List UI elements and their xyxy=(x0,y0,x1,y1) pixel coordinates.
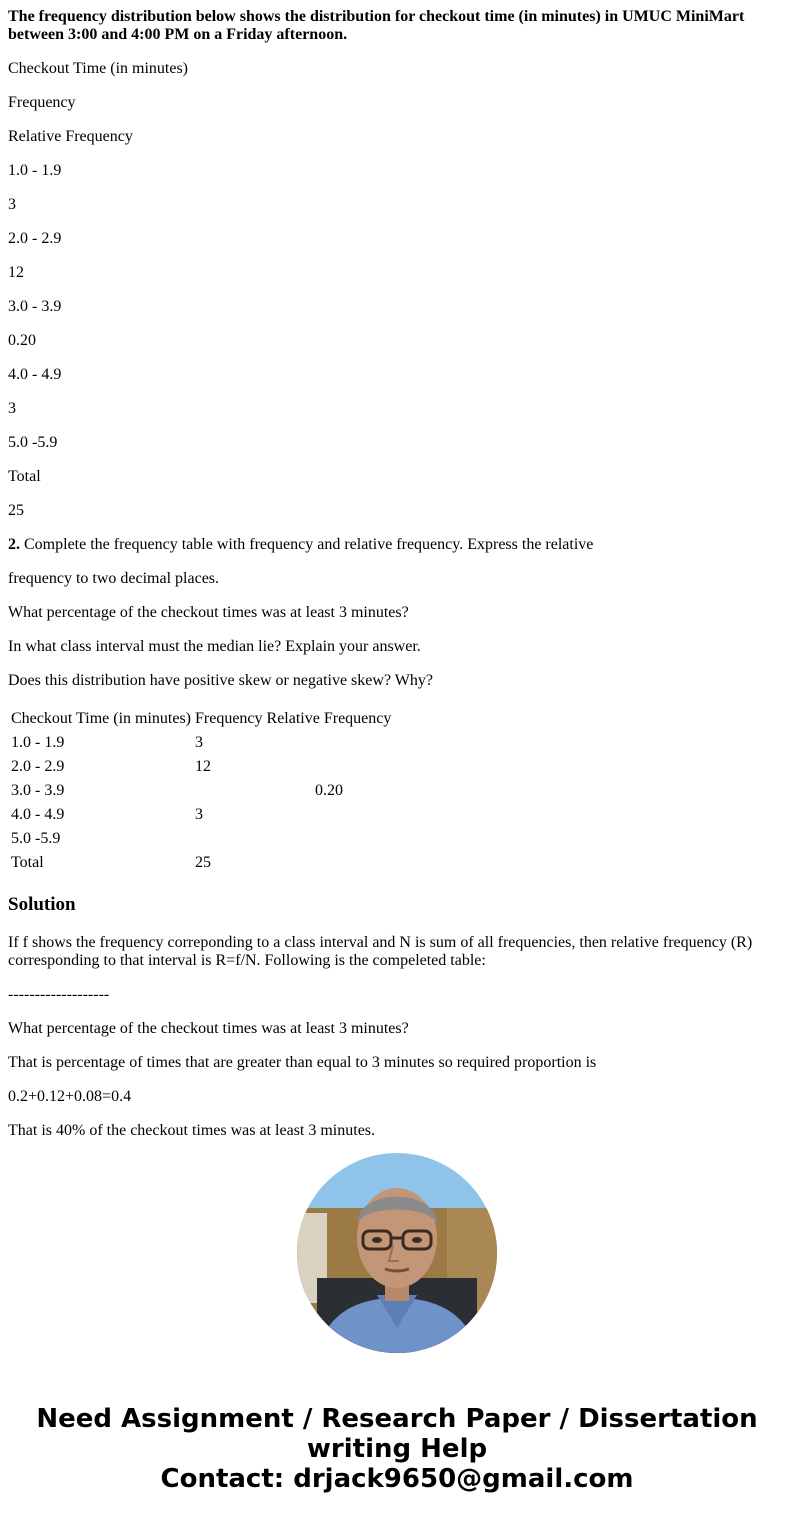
solution-intro: If f shows the frequency correponding to a class interval and N is sum of all frequencies, then relative frequency (R) corresponding to that interval is R=f/N. Following is the compeleted table: xyxy=(8,934,753,969)
question-line: 1.0 - 1.9 xyxy=(8,162,62,179)
part-text: Complete the frequency table with frequency and relative frequency. Express the relative xyxy=(20,536,594,553)
table-cell xyxy=(266,852,393,874)
solution-calc: 0.2+0.12+0.08=0.4 xyxy=(8,1088,132,1105)
table-cell: 1.0 - 1.9 xyxy=(11,734,65,751)
table-cell xyxy=(194,828,264,850)
banner-line: writing Help xyxy=(306,1434,488,1464)
question-line: 12 xyxy=(8,264,24,281)
table-header: Frequency xyxy=(195,710,263,727)
question-line: 0.20 xyxy=(8,332,36,349)
question-heading: The frequency distribution below shows the distribution for checkout time (in minutes) in UMUC MiniMart between 3:00 and 4:00 PM on a Friday afternoon. xyxy=(8,8,745,43)
question-line: Checkout Time (in minutes) xyxy=(8,60,188,77)
table-row xyxy=(10,732,392,754)
contact-banner xyxy=(0,1404,794,1494)
question-line: Frequency xyxy=(8,94,76,111)
question-line: 4.0 - 4.9 xyxy=(8,366,62,383)
part-2-instruction xyxy=(8,536,786,554)
table-cell: 3 xyxy=(195,734,203,751)
solution-question: What percentage of the checkout times was at least 3 minutes? xyxy=(8,1020,409,1037)
part-2-instruction-cont: frequency to two decimal places. xyxy=(8,570,220,587)
question-line: 3 xyxy=(8,400,16,417)
table-header-row xyxy=(10,708,392,730)
table-row xyxy=(10,756,392,778)
solution-explain: That is percentage of times that are greater than equal to 3 minutes so required proportion is xyxy=(8,1054,597,1071)
table-cell: 3.0 - 3.9 xyxy=(11,782,65,799)
solution-title: Solution xyxy=(8,894,76,915)
table-cell: 3 xyxy=(195,806,203,823)
question-at-least: What percentage of the checkout times was at least 3 minutes? xyxy=(8,604,409,621)
table-cell: 25 xyxy=(195,854,211,871)
contact-email: Contact: drjack9650@gmail.com xyxy=(160,1464,634,1494)
table-cell: 12 xyxy=(195,758,211,775)
question-line: Relative Frequency xyxy=(8,128,133,145)
table-cell: Total xyxy=(11,854,44,871)
part-number: 2. xyxy=(8,536,20,553)
table-cell xyxy=(266,804,393,826)
table-row xyxy=(10,780,392,802)
avatar xyxy=(297,1153,497,1353)
question-skew: Does this distribution have positive skew or negative skew? Why? xyxy=(8,672,433,689)
question-median: In what class interval must the median lie? Explain your answer. xyxy=(8,638,421,655)
question-line: 5.0 -5.9 xyxy=(8,434,58,451)
table-cell: 0.20 xyxy=(314,782,343,799)
table-cell xyxy=(266,828,393,850)
question-line: 3 xyxy=(8,196,16,213)
table-cell: 5.0 -5.9 xyxy=(11,830,61,847)
table-row xyxy=(10,828,392,850)
question-line: 2.0 - 2.9 xyxy=(8,230,62,247)
question-line: 25 xyxy=(8,502,24,519)
table-cell xyxy=(266,756,393,778)
table-cell: 4.0 - 4.9 xyxy=(11,806,65,823)
question-line: 3.0 - 3.9 xyxy=(8,298,62,315)
banner-line: Need Assignment / Research Paper / Dissertation xyxy=(36,1404,758,1434)
table-row xyxy=(10,852,392,874)
tutor-portrait-image xyxy=(297,1153,497,1353)
table-row xyxy=(10,804,392,826)
solution-answer: That is 40% of the checkout times was at least 3 minutes. xyxy=(8,1122,376,1139)
table-header: Relative Frequency xyxy=(266,710,392,727)
table-cell xyxy=(194,780,264,802)
table-cell xyxy=(266,732,393,754)
table-cell: 2.0 - 2.9 xyxy=(11,758,65,775)
question-line: Total xyxy=(8,468,41,485)
solution-divider: ------------------- xyxy=(8,986,110,1003)
frequency-table xyxy=(8,706,394,876)
table-header: Checkout Time (in minutes) xyxy=(11,710,191,727)
